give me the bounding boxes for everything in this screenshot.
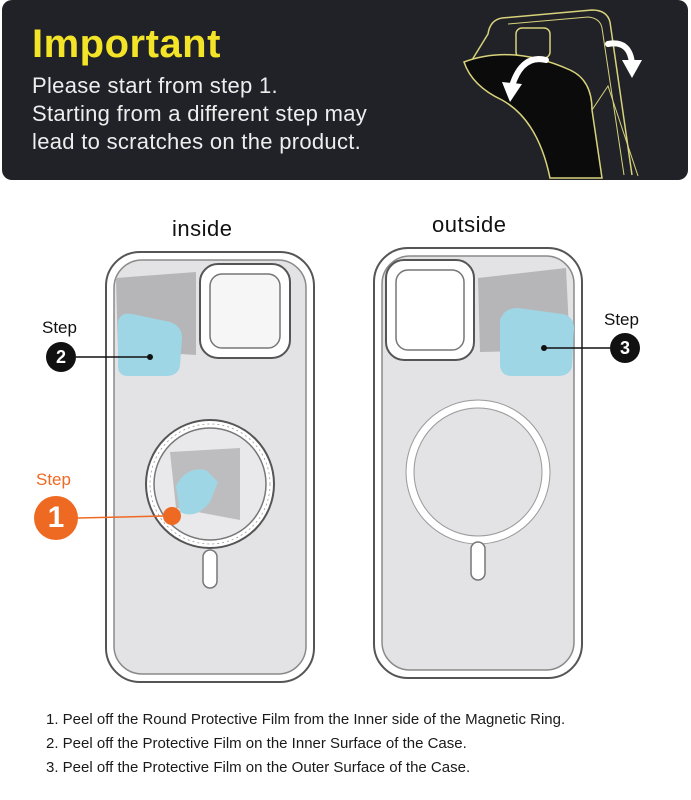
step1-label: Step xyxy=(36,470,71,489)
outside-case xyxy=(374,248,582,678)
step3-label: Step xyxy=(604,310,639,329)
banner-title: Important xyxy=(32,22,221,66)
step2-label: Step xyxy=(42,318,77,337)
cases-illustration xyxy=(0,190,691,700)
step2-badge: 2 xyxy=(46,342,76,372)
case-peel-illustration xyxy=(442,0,688,180)
instruction-3: 3. Peel off the Protective Film on the Outer Surface of the Case. xyxy=(46,759,471,776)
step1-badge: 1 xyxy=(34,496,78,540)
instruction-list xyxy=(46,708,565,780)
banner-line-3: lead to scratches on the product. xyxy=(32,129,362,154)
banner-line-2: Starting from a different step may xyxy=(32,101,368,126)
inside-label: inside xyxy=(172,216,233,241)
film-removal-diagram xyxy=(0,190,691,700)
outside-label: outside xyxy=(432,212,507,237)
step3-badge: 3 xyxy=(610,333,640,363)
instruction-2: 2. Peel off the Protective Film on the Inner Surface of the Case. xyxy=(46,735,467,752)
important-banner xyxy=(2,0,688,180)
banner-line-1: Please start from step 1. xyxy=(32,73,278,98)
inside-case xyxy=(106,252,314,682)
instruction-1: 1. Peel off the Round Protective Film from the Inner side of the Magnetic Ring. xyxy=(46,711,566,728)
